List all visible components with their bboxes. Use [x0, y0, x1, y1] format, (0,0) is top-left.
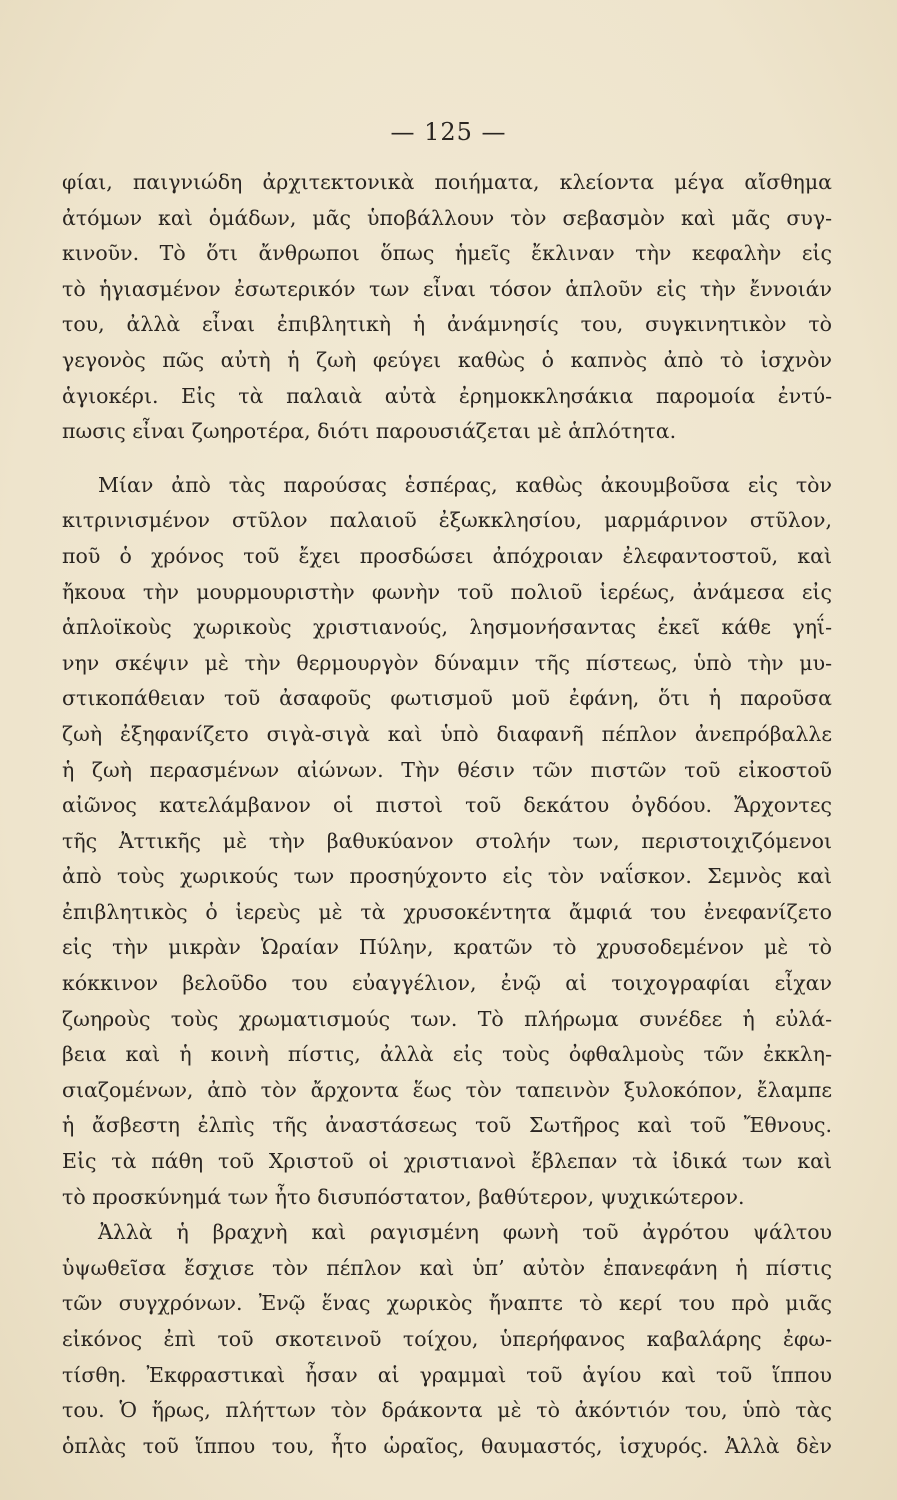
paragraph-2: [62, 468, 832, 1215]
text-line: εἰς τὴν μικρὰν Ὡραίαν Πύλην, κρατῶν τὸ χρυσοδεμένον μὲ τὸ: [62, 935, 832, 960]
text-line: ἡ ἄσβεστη ἐλπὶς τῆς ἀναστάσεως τοῦ Σωτῆρος καὶ τοῦ Ἔθνους.: [62, 1113, 832, 1138]
paragraph-gap: [62, 450, 832, 468]
text-line: πωσις εἶναι ζωηροτέρα, διότι παρουσιάζεται μὲ ἁπλότητα.: [62, 419, 677, 444]
text-line: ἁγιοκέρι. Εἰς τὰ παλαιὰ αὐτὰ ἐρημοκκλησάκια παρομοία ἐντύ-: [62, 383, 832, 408]
text-line: κινοῦν. Τὸ ὅτι ἄνθρωποι ὅπως ἡμεῖς ἔκλιναν τὴν κεφαλὴν εἰς: [62, 241, 832, 266]
text-line: του, ἀλλὰ εἶναι ἐπιβλητικὴ ἡ ἀνάμνησίς του, συγκινητικὸν τὸ: [62, 312, 832, 337]
text-line: Μίαν ἀπὸ τὰς παρούσας ἑσπέρας, καθὼς ἀκουμβοῦσα εἰς τὸν: [98, 472, 832, 497]
text-line: γεγονὸς πῶς αὐτὴ ἡ ζωὴ φεύγει καθὼς ὁ καπνὸς ἀπὸ τὸ ἰσχνὸν: [62, 347, 832, 372]
text-line: ζωηροὺς τοὺς χρωματισμούς των. Τὸ πλήρωμα συνέδεε ἡ εὐλά-: [62, 1006, 832, 1031]
paragraph-1: [62, 165, 832, 450]
text-line: εἰκόνος ἐπὶ τοῦ σκοτεινοῦ τοίχου, ὑπερήφανος καβαλάρης ἐφω-: [62, 1327, 832, 1351]
text-line: αἰῶνος κατελάμβανον οἱ πιστοὶ τοῦ δεκάτου ὀγδόου. Ἄρχοντες: [62, 793, 832, 818]
body-text: [62, 165, 832, 1464]
text-line: του. Ὁ ἥρως, πλήττων τὸν δράκοντα μὲ τὸ ἀκόντιόν του, ὑπὸ τὰς: [62, 1398, 832, 1423]
text-line: Ἀλλὰ ἡ βραχνὴ καὶ ραγισμένη φωνὴ τοῦ ἀγρότου ψάλτου: [98, 1220, 832, 1245]
text-line: τίσθη. Ἐκφραστικαὶ ἦσαν αἱ γραμμαὶ τοῦ ἁγίου καὶ τοῦ ἵππου: [62, 1362, 832, 1387]
text-line: ἁπλοϊκοὺς χωρικοὺς χριστιανούς, λησμονήσαντας ἐκεῖ κάθε γηΐ-: [62, 615, 832, 640]
text-line: κόκκινον βελοῦδο του εὐαγγέλιον, ἐνῷ αἱ τοιχογραφίαι εἶχαν: [62, 971, 832, 996]
text-line: σιαζομένων, ἀπὸ τὸν ἄρχοντα ἕως τὸν ταπεινὸν ξυλοκόπον, ἔλαμπε: [62, 1077, 832, 1102]
text-line: βεια καὶ ἡ κοινὴ πίστις, ἀλλὰ εἰς τοὺς ὀφθαλμοὺς τῶν ἐκκλη-: [62, 1042, 832, 1067]
text-line: ἡ ζωὴ περασμένων αἰώνων. Τὴν θέσιν τῶν πιστῶν τοῦ εἰκοστοῦ: [62, 757, 832, 782]
text-line: ἀτόμων καὶ ὁμάδων, μᾶς ὑποβάλλουν τὸν σεβασμὸν καὶ μᾶς συγ-: [62, 205, 832, 230]
text-line: τῆς Ἀττικῆς μὲ τὴν βαθυκύανον στολήν των, περιστοιχιζόμενοι: [62, 828, 832, 853]
text-line: ποῦ ὁ χρόνος τοῦ ἔχει προσδώσει ἀπόχροιαν ἐλεφαντοστοῦ, καὶ: [62, 543, 832, 568]
text-line: ὑψωθεῖσα ἔσχισε τὸν πέπλον καὶ ὑπ’ αὐτὸν ἐπανεφάνη ἡ πίστις: [62, 1255, 832, 1280]
text-line: ἤκουα τὴν μουρμουριστὴν φωνὴν τοῦ πολιοῦ ἱερέως, ἀνάμεσα εἰς: [62, 579, 832, 604]
text-line: τὸ ἡγιασμένον ἐσωτερικόν των εἶναι τόσον ἁπλοῦν εἰς τὴν ἔννοιάν: [62, 276, 832, 301]
text-line: ὁπλὰς τοῦ ἵππου του, ἦτο ὡραῖος, θαυμαστός, ἰσχυρός. Ἀλλὰ δὲν: [62, 1433, 832, 1458]
text-line: ζωὴ ἐξηφανίζετο σιγὰ-σιγὰ καὶ ὑπὸ διαφανῆ πέπλον ἀνεπρόβαλλε: [62, 721, 832, 746]
text-line: κιτρινισμένον στῦλον παλαιοῦ ἐξωκκλησίου, μαρμάρινον στῦλον,: [62, 508, 832, 533]
text-line: φίαι, παιγνιώδη ἀρχιτεκτονικὰ ποιήματα, κλείοντα μέγα αἴσθημα: [62, 170, 832, 194]
text-line: στικοπάθειαν τοῦ ἀσαφοῦς φωτισμοῦ μοῦ ἐφάνη, ὅτι ἡ παροῦσα: [62, 686, 832, 711]
text-line: τὸ προσκύνημά των ἦτο δισυπόστατον, βαθύτερον, ψυχικώτερον.: [62, 1184, 745, 1209]
text-line: τῶν συγχρόνων. Ἐνῷ ἕνας χωρικὸς ἤναπτε τὸ κερί του πρὸ μιᾶς: [62, 1291, 832, 1316]
text-line: Εἰς τὰ πάθη τοῦ Χριστοῦ οἱ χριστιανοὶ ἔβλεπαν τὰ ἰδικά των καὶ: [62, 1149, 832, 1174]
text-line: ἐπιβλητικὸς ὁ ἱερεὺς μὲ τὰ χρυσοκέντητα ἄμφιά του ἐνεφανίζετο: [62, 899, 832, 924]
page-number: — 125 —: [390, 118, 507, 146]
text-line: νην σκέψιν μὲ τὴν θερμουργὸν δύναμιν τῆς πίστεως, ὑπὸ τὴν μυ-: [62, 650, 832, 675]
text-line: ἀπὸ τοὺς χωρικούς των προσηύχοντο εἰς τὸν ναΐσκον. Σεμνὸς καὶ: [62, 864, 832, 889]
paragraph-3: [62, 1215, 832, 1464]
